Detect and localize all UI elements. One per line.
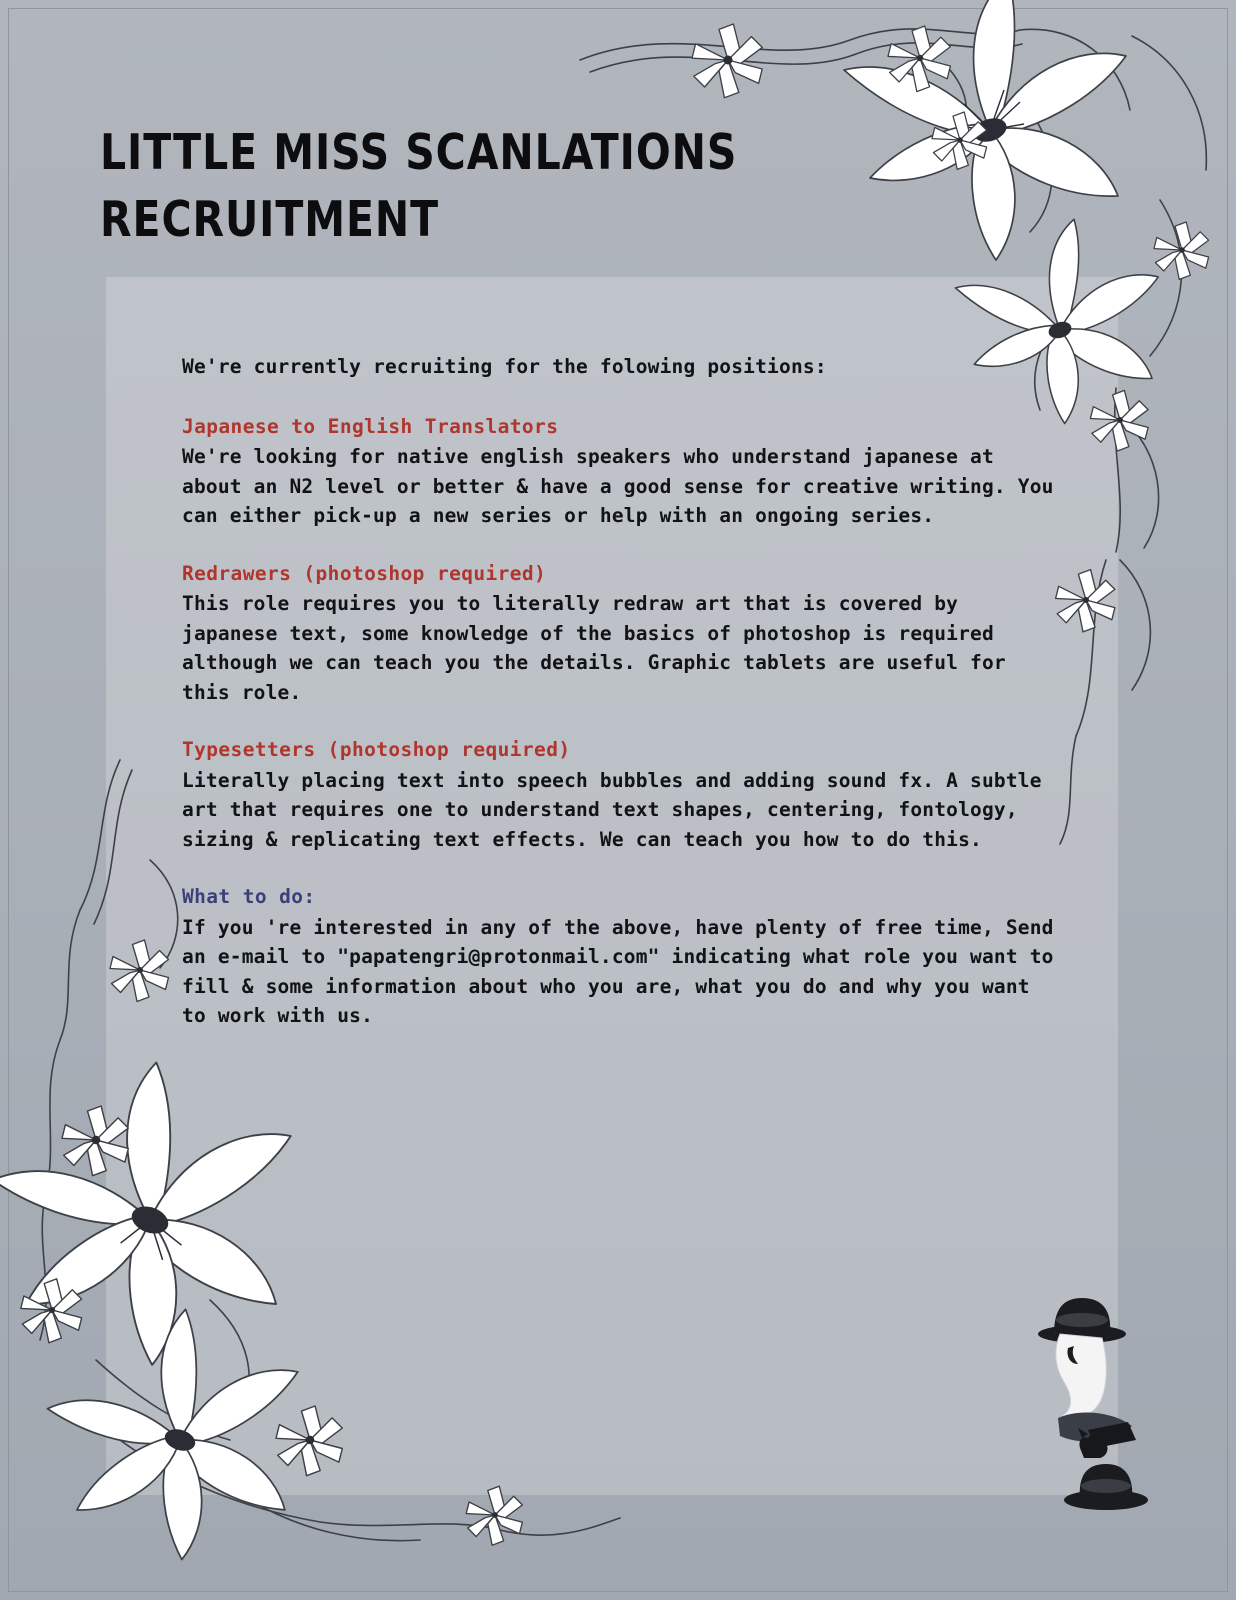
section-body: Literally placing text into speech bubbles and adding sound fx. A subtle art that requires one to understand text shapes, centering, fontology, sizing & replicating text effects. We can teach you how to do this.: [182, 768, 1042, 851]
section-heading: What to do:: [182, 885, 316, 908]
section-redrawers: [182, 559, 1062, 708]
section-body: If you 're interested in any of the above, have plenty of free time, Send an e-mail to "papatengri@protonmail.com" indicating what role you want to fill & some information about who you are, what you do and why you want to work with us.: [182, 915, 1054, 1027]
section-heading: Redrawers (photoshop required): [182, 561, 547, 585]
recruitment-body: [182, 352, 1062, 1031]
page-title: [100, 119, 788, 254]
section-body: We're looking for native english speakers who understand japanese at about an N2 level or better & have a good sense for creative writing. You can either pick-up a new series or help with an ongoing series.: [182, 445, 1054, 527]
section-typesetters: [182, 735, 1062, 854]
section-heading: Typesetters (photoshop required): [182, 738, 571, 761]
section-heading: Japanese to English Translators: [182, 414, 559, 438]
section-body: This role requires you to literally redraw art that is covered by japanese text, some knowledge of the basics of photoshop is required although we can teach you the details. Graphic tablets are useful for this role.: [182, 592, 1006, 704]
intro-text: We're currently recruiting for the folowing positions:: [182, 355, 827, 378]
section-translators: [182, 412, 1062, 531]
title-line-2: RECRUITMENT: [100, 191, 440, 249]
title-line-1: LITTLE MISS SCANLATIONS: [100, 123, 738, 181]
section-what-to-do: [182, 882, 1062, 1031]
